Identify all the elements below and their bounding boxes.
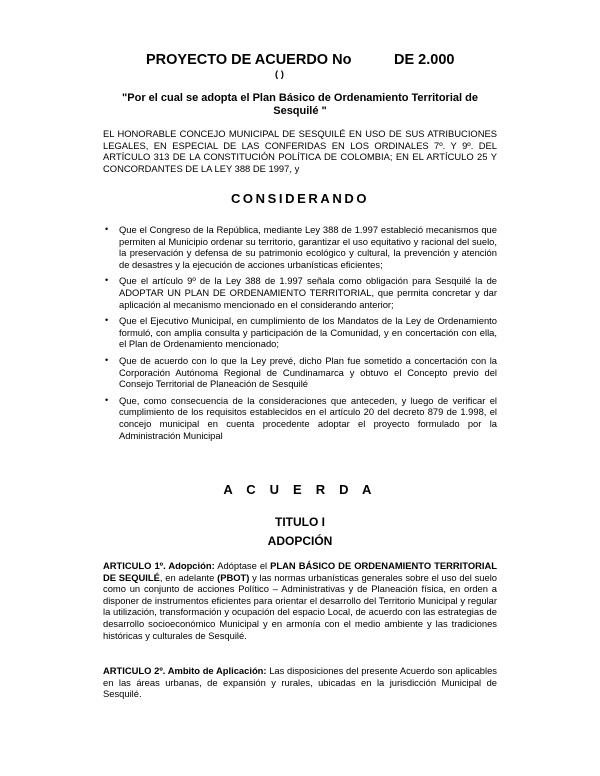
bullet-icon: • [105, 224, 109, 234]
document-subtitle: "Por el cual se adopta el Plan Básico de Ordenamiento Territorial de Sesquilé " [122, 92, 478, 117]
list-item-text: Que el Congreso de la República, mediante Ley 388 de 1.997 estableció mecanismos que permiten al Municipio ordenar su territorio, garantizar el uso equitativo y racional del suelo, la preservación y defensa de su patrimonio ecológico y cultural, la prevención y atención de desastres y la ejecución de acciones urbanísticas eficientes; [119, 224, 497, 270]
number-placeholder-text: ( ) [275, 69, 284, 80]
article-1-acronym: (PBOT) [217, 571, 250, 583]
list-item [103, 315, 497, 350]
article-2 [103, 665, 497, 700]
document-title [0, 52, 600, 70]
bullet-icon: • [105, 354, 109, 365]
article-1-text-b: , en adelante [159, 571, 218, 583]
article-1-label: ARTICULO 1º. Adopción: [103, 560, 215, 571]
bullet-icon: • [105, 394, 109, 405]
article-1-text-a: Adóptase el [214, 560, 271, 571]
article-2-text: Las disposiciones del presente Acuerdo son aplicables en las áreas urbanas, de expansión y rurales, ubicadas en la jurisdicción Municipal de Sesquilé. [103, 665, 497, 700]
title-right: DE 2.000 [394, 52, 455, 68]
list-item-text: Que el artículo 9º de la Ley 388 de 1.997 señala como obligación para Sesquilé la de ADOPTAR UN PLAN DE ORDENAMIENTO TERRITORIAL, que permita concretar y dar aplicación al mecanismo mencionado en el considerando anterior; [119, 275, 497, 310]
acuerda-heading: A C U E R D A [223, 482, 377, 497]
list-item-text: Que de acuerdo con lo que la Ley prevé, dicho Plan fue sometido a concertación con la Corporación Autónoma Regional de Cundinamarca y obtuvo el Concepto previo del Consejo Territorial de Planeación de Sesquilé [119, 354, 497, 390]
article-1-plan-name: PLAN BÁSICO DE ORDENAMIENTO TERRITORIAL DE SEQUILÉ [103, 560, 497, 583]
intro-paragraph: EL HONORABLE CONCEJO MUNICIPAL DE SESQUILÉ EN USO DE SUS ATRIBUCIONES LEGALES, EN ESPECIAL DE LAS CONFERIDAS EN LOS ORDINALES 7º. Y 9º. DEL ARTÍCULO 313 DE LA CONSTITUCIÓN POLÍTICA DE COLOMBIA; EN EL ARTÍCULO 25 Y CONCORDANTES DE LA LEY 388 DE 1997, y [103, 128, 497, 174]
list-item-text: Que, como consecuencia de la consideraciones que anteceden, y luego de verificar el cumplimiento de los requisitos establecidos en el artículo 20 del decreto 879 de 1.998, el concejo municipal en cuenta procedente adoptar el proyecto formulado por la Administración Municipal [119, 394, 497, 441]
considerando-heading: CONSIDERANDO [230, 191, 370, 206]
article-1-text-c: y las normas urbanísticas generales sobre el uso del suelo como un conjunto de acciones Político – Administrativas y de Planeación física, en orden a disponer de instrumentos eficientes para orientar el desarrollo del Territorio Municipal y regular la utilización, transformación y ocupación del espacio Local, de acuerdo con las estrategias de desarrollo socioeconómico Municipal y en armonía con el medio ambiente y las tradiciones históricas y culturales de Sesquilé. [103, 571, 498, 641]
considerando-list [103, 224, 497, 446]
list-item [103, 224, 497, 270]
titulo-heading: TITULO I [275, 515, 325, 529]
article-1 [103, 560, 497, 641]
bullet-icon: • [105, 315, 109, 326]
list-item [103, 355, 497, 390]
list-item [103, 395, 497, 441]
list-item-text: Que el Ejecutivo Municipal, en cumplimiento de los Mandatos de la Ley de Ordenamiento formuló, con amplia consulta y participación de la Comunidad, y en concertación con ella, el Plan de Ordenamiento mencionado; [119, 315, 497, 350]
list-item [103, 275, 497, 310]
article-2-label: ARTICULO 2º. Ambito de Aplicación: [103, 665, 267, 676]
title-left: PROYECTO DE ACUERDO No [146, 52, 352, 68]
agreement-number-placeholder [0, 69, 600, 80]
bullet-icon: • [105, 275, 109, 286]
titulo-name-heading: ADOPCIÓN [267, 534, 333, 548]
